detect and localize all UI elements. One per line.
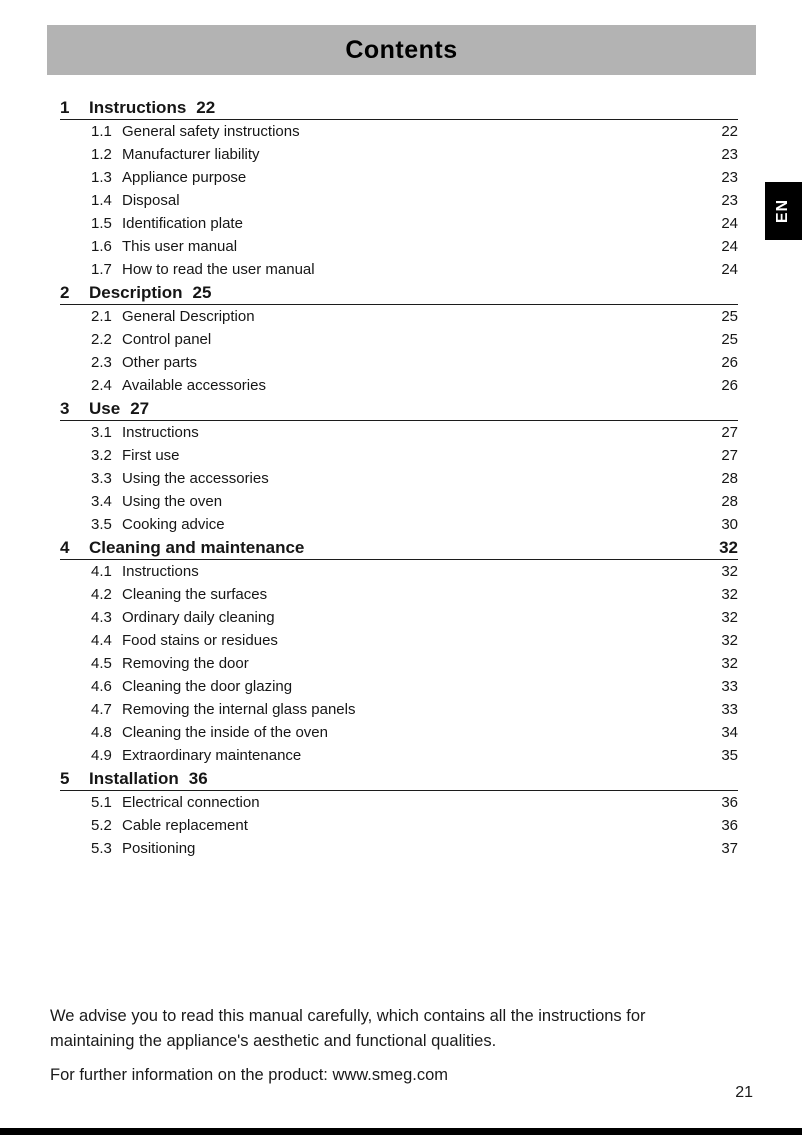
- toc-item-number: 3.4: [91, 493, 112, 510]
- toc-item-page: 36: [721, 794, 738, 811]
- toc-item-page: 33: [721, 701, 738, 718]
- toc-item-title: Using the oven: [122, 493, 223, 510]
- toc-item-page: 25: [721, 331, 738, 348]
- page-title-banner: [47, 25, 756, 75]
- toc-item-title: Appliance purpose: [122, 169, 247, 186]
- toc-item-number: 2.1: [91, 308, 112, 325]
- toc-section-page: 25: [192, 283, 212, 302]
- toc-item-title: Other parts: [122, 354, 198, 371]
- toc-item-title: Extraordinary maintenance: [122, 747, 302, 764]
- toc-item-number: 4.2: [91, 586, 112, 603]
- toc-item-number: 5.3: [91, 840, 112, 857]
- toc-item-number: 2.4: [91, 377, 112, 394]
- toc-item-page: 32: [721, 563, 738, 580]
- toc-item-number: 1.1: [91, 123, 112, 140]
- toc-item-title: Ordinary daily cleaning: [122, 609, 275, 626]
- language-tab: [765, 182, 802, 240]
- toc-item-number: 4.4: [91, 632, 112, 649]
- toc-item-title: Cooking advice: [122, 516, 225, 533]
- toc-item-page: 32: [721, 655, 738, 672]
- toc-section-header: [60, 281, 738, 305]
- toc-section-number: 4: [60, 538, 70, 557]
- toc-item-title: Manufacturer liability: [122, 146, 260, 163]
- toc-section-number: 1: [60, 98, 70, 117]
- toc-item-page: 23: [721, 146, 738, 163]
- toc-item: [60, 467, 738, 490]
- toc-item-number: 1.6: [91, 238, 112, 255]
- toc-item-page: 35: [721, 747, 738, 764]
- toc-item-page: 27: [721, 424, 738, 441]
- toc-item-title: Cleaning the inside of the oven: [122, 724, 328, 741]
- toc-item-title: General safety instructions: [122, 123, 300, 140]
- toc-item: [60, 490, 738, 513]
- toc-item: [60, 698, 738, 721]
- toc-section-header: [60, 397, 738, 421]
- toc-item-title: Using the accessories: [122, 470, 269, 487]
- toc-item-page: 30: [721, 516, 738, 533]
- toc-item: [60, 235, 738, 258]
- toc-item-title: Cleaning the door glazing: [122, 678, 293, 695]
- toc-section-title: Use: [89, 399, 121, 418]
- toc-item: [60, 421, 738, 444]
- toc-section-number: 5: [60, 769, 70, 788]
- toc-section-page: 36: [188, 769, 208, 788]
- toc-item-number: 4.8: [91, 724, 112, 741]
- toc-item-title: Instructions: [122, 563, 199, 580]
- toc-item-page: 24: [721, 261, 738, 278]
- toc-item-number: 4.1: [91, 563, 112, 580]
- toc-item: [60, 374, 738, 397]
- language-tab-label: EN: [774, 198, 792, 224]
- toc-item-number: 5.1: [91, 794, 112, 811]
- page-number: 21: [735, 1084, 753, 1101]
- toc-item-page: 37: [721, 840, 738, 857]
- toc-item: [60, 513, 738, 536]
- toc-item-title: Positioning: [122, 840, 196, 857]
- toc-section-title: Instructions: [89, 98, 187, 117]
- toc-item-page: 28: [721, 493, 738, 510]
- toc-item-title: Cable replacement: [122, 817, 248, 834]
- toc-item-page: 24: [721, 215, 738, 232]
- toc-item-number: 1.7: [91, 261, 112, 278]
- toc-section-title: Installation: [89, 769, 179, 788]
- toc: [60, 96, 738, 860]
- toc-item-page: 28: [721, 470, 738, 487]
- toc-item-number: 4.6: [91, 678, 112, 695]
- toc-item-page: 36: [721, 817, 738, 834]
- toc-item-title: Instructions: [122, 424, 199, 441]
- toc-item-number: 4.9: [91, 747, 112, 764]
- footer-info-text: For further information on the product: www.smeg.com: [50, 1066, 448, 1084]
- toc-item-number: 1.4: [91, 192, 112, 209]
- toc-item-number: 2.3: [91, 354, 112, 371]
- toc-item: [60, 305, 738, 328]
- bottom-bar: [0, 1128, 802, 1135]
- toc-item-number: 4.3: [91, 609, 112, 626]
- page-title: Contents: [345, 35, 458, 64]
- toc-item-number: 2.2: [91, 331, 112, 348]
- toc-item-page: 24: [721, 238, 738, 255]
- toc-item-number: 4.5: [91, 655, 112, 672]
- toc-item-title: Identification plate: [122, 215, 243, 232]
- toc-item: [60, 583, 738, 606]
- footer: [50, 1004, 705, 1088]
- toc-item-title: General Description: [122, 308, 255, 325]
- toc-item: [60, 629, 738, 652]
- toc-item: [60, 675, 738, 698]
- toc-item-title: First use: [122, 447, 180, 464]
- toc-item-number: 3.5: [91, 516, 112, 533]
- toc-item: [60, 328, 738, 351]
- toc-item: [60, 560, 738, 583]
- toc-item: [60, 791, 738, 814]
- toc-section-page: 32: [719, 538, 738, 557]
- toc-item-page: 23: [721, 169, 738, 186]
- toc-item-title: Disposal: [122, 192, 180, 209]
- toc-section-number: 3: [60, 399, 70, 418]
- toc-item-page: 22: [721, 123, 738, 140]
- toc-item-number: 1.2: [91, 146, 112, 163]
- toc-item-number: 3.1: [91, 424, 112, 441]
- toc-item: [60, 120, 738, 143]
- toc-item-title: Cleaning the surfaces: [122, 586, 268, 603]
- toc-item: [60, 258, 738, 281]
- toc-item: [60, 837, 738, 860]
- toc-section-title: Description: [89, 283, 183, 302]
- toc-section-header: [60, 536, 738, 560]
- toc-item-page: 34: [721, 724, 738, 741]
- toc-section-title: Cleaning and maintenance: [89, 538, 305, 557]
- toc-item: [60, 606, 738, 629]
- toc-item-number: 1.3: [91, 169, 112, 186]
- toc-section-page: 27: [130, 399, 150, 418]
- toc-item-title: Food stains or residues: [122, 632, 278, 649]
- toc-item-title: How to read the user manual: [122, 261, 315, 278]
- toc-item-page: 25: [721, 308, 738, 325]
- toc-item-number: 3.2: [91, 447, 112, 464]
- toc-item-page: 33: [721, 678, 738, 695]
- toc-item-title: Available accessories: [122, 377, 266, 394]
- toc-item-title: Control panel: [122, 331, 212, 348]
- toc-item: [60, 444, 738, 467]
- toc-item: [60, 166, 738, 189]
- toc-item-title: This user manual: [122, 238, 238, 255]
- toc-item-page: 27: [721, 447, 738, 464]
- footer-advice-text: We advise you to read this manual carefully, which contains all the instructions for maintaining the appliance's aesthetic and functional qualities.: [50, 1007, 646, 1050]
- toc-item: [60, 351, 738, 374]
- toc-section-header: [60, 767, 738, 791]
- toc-item-number: 3.3: [91, 470, 112, 487]
- toc-section-number: 2: [60, 283, 70, 302]
- toc-item-number: 4.7: [91, 701, 112, 718]
- toc-item: [60, 744, 738, 767]
- toc-item-page: 23: [721, 192, 738, 209]
- toc-item-page: 32: [721, 632, 738, 649]
- toc-item: [60, 189, 738, 212]
- toc-item-page: 32: [721, 586, 738, 603]
- toc-item-page: 26: [721, 354, 738, 371]
- toc-item: [60, 652, 738, 675]
- toc-item-number: 1.5: [91, 215, 112, 232]
- toc-item: [60, 814, 738, 837]
- toc-item-title: Removing the internal glass panels: [122, 701, 356, 718]
- toc-item-title: Electrical connection: [122, 794, 260, 811]
- toc-item-page: 32: [721, 609, 738, 626]
- toc-item-number: 5.2: [91, 817, 112, 834]
- toc-item-title: Removing the door: [122, 655, 249, 672]
- toc-item-page: 26: [721, 377, 738, 394]
- toc-section-page: 22: [196, 98, 216, 117]
- toc-item: [60, 721, 738, 744]
- toc-item: [60, 212, 738, 235]
- toc-item: [60, 143, 738, 166]
- toc-section-header: [60, 96, 738, 120]
